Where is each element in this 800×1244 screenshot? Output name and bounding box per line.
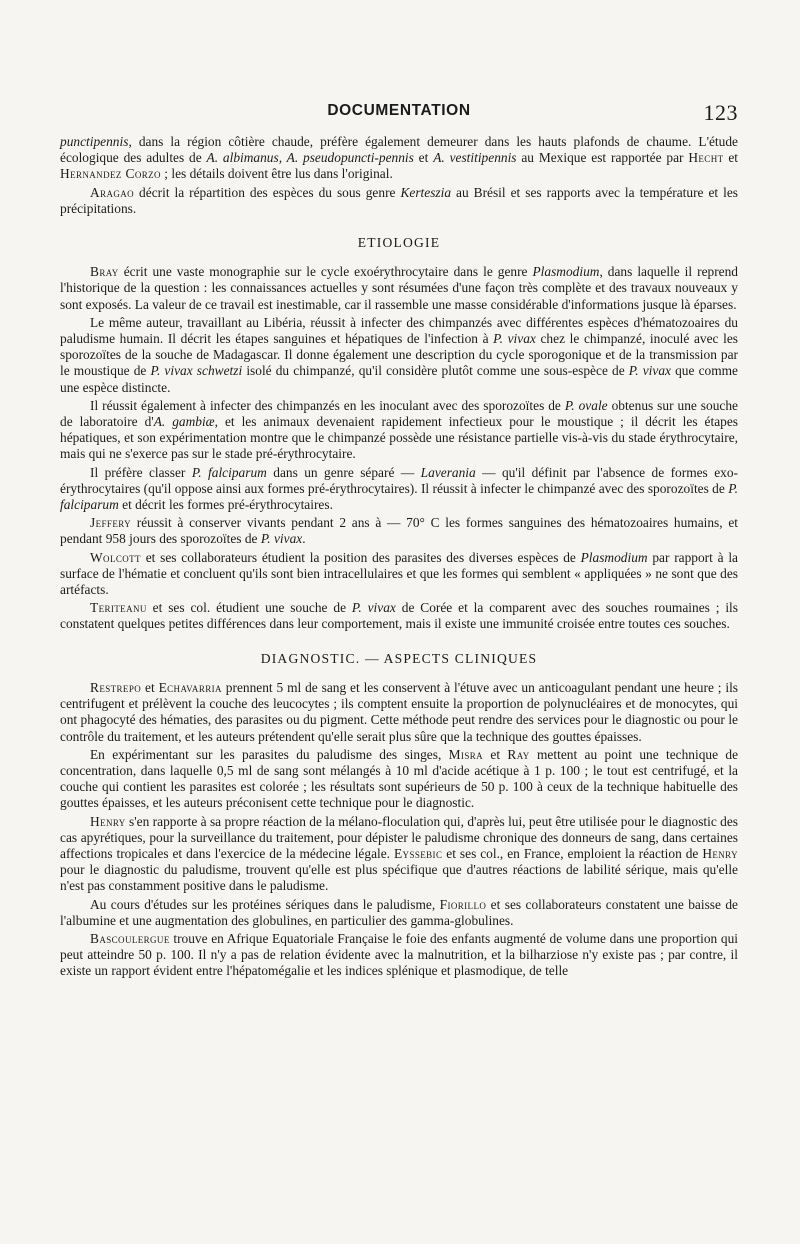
text-run: ; les détails doivent être lus dans l'original. bbox=[160, 166, 393, 182]
paragraph bbox=[60, 680, 738, 745]
text-run: et ses col., en France, emploient la réaction de bbox=[442, 845, 703, 861]
italic-term: P. vivax bbox=[628, 363, 671, 379]
text-run: Il réussit également à infecter des chimpanzés en les inoculant avec des sporozoïtes de bbox=[90, 397, 565, 413]
italic-term: Laverania bbox=[420, 464, 476, 480]
text-run: au Mexique est rapportée par bbox=[516, 150, 689, 166]
text-run: Il préfère classer bbox=[90, 464, 192, 480]
text-run: obtenus sur une souche de laboratoire d' bbox=[60, 397, 738, 430]
author-name: Echavarria bbox=[158, 679, 222, 695]
page-number: 123 bbox=[703, 100, 738, 125]
author-name: Eyssebic bbox=[393, 845, 443, 861]
paragraph bbox=[60, 747, 738, 812]
text-run: , et les animaux devenaient rapidement infectieux pour le moustique ; il décrit les étapes hépatiques, et son expérimentation montre que le chimpanzé possède une résistance partielle vis-à-vis du stade érythrocytaire, mais qui ne s'exerce pas sur le stade pré-érythrocytaire. bbox=[60, 414, 738, 462]
author-name: Misra bbox=[448, 746, 484, 762]
text-run: , dans la région côtière chaude, préfère également demeurer dans les hauts plafonds de chaume. L'étude écologique des adultes de bbox=[60, 134, 738, 166]
author-name: Teriteanu bbox=[90, 600, 147, 616]
paragraph bbox=[60, 315, 738, 396]
paragraph bbox=[60, 185, 738, 217]
italic-term: P. vivax schwetzi bbox=[150, 363, 243, 379]
italic-term: punctipennis bbox=[60, 134, 129, 149]
text-run: et bbox=[413, 150, 434, 166]
author-name: Restrepo bbox=[90, 679, 142, 695]
text-run: et bbox=[483, 746, 508, 762]
italic-term: Plasmodium bbox=[532, 264, 600, 280]
text-run: écrit une vaste monographie sur le cycle exoérythrocytaire dans le genre bbox=[118, 264, 533, 280]
text-run: isolé du chimpanzé, qu'il considère plutôt comme une sous-espèce de bbox=[242, 363, 629, 379]
author-name: Fiorillo bbox=[439, 896, 487, 912]
italic-term: P. vivax bbox=[493, 331, 536, 347]
author-name: Aragao bbox=[90, 184, 135, 200]
paragraph bbox=[60, 814, 738, 895]
text-run: — qu'il définit par l'absence de formes exo-érythrocytaires (qu'il oppose ainsi aux formes pré-érythrocytaires). Il réussit à infecter le chimpanzé avec des sporozoïtes de bbox=[60, 464, 738, 496]
italic-term: P. vivax bbox=[260, 531, 303, 547]
text-run: que comme une espèce distincte. bbox=[60, 363, 738, 395]
author-name: Hecht bbox=[688, 150, 724, 166]
text-run: En expérimentant sur les parasites du paludisme des singes, bbox=[90, 746, 449, 762]
author-name: Henry bbox=[702, 845, 738, 861]
paragraph bbox=[60, 134, 738, 183]
section-heading-etiologie: ETIOLOGIE bbox=[357, 235, 441, 251]
paragraph bbox=[60, 398, 738, 463]
text-run: décrit la répartition des espèces du sous genre bbox=[134, 184, 401, 200]
paragraph bbox=[60, 600, 738, 632]
author-name: Jeffery bbox=[90, 515, 132, 531]
running-title: DOCUMENTATION bbox=[327, 102, 471, 119]
section-etiologie bbox=[60, 264, 738, 632]
text-run: et décrit les formes pré-érythrocytaires. bbox=[118, 497, 333, 513]
author-name: Bray bbox=[90, 264, 119, 280]
intro-block bbox=[60, 134, 738, 217]
paragraph bbox=[60, 465, 738, 514]
text-run: et ses collaborateurs constatent une baisse de l'albumine et une augmentation des globulines, en particulier des gamma-globulines. bbox=[60, 896, 738, 928]
text-run: mettent au point une technique de concentration, dans laquelle 0,5 ml de sang sont mélangés à 10 ml d'acide acétique à 1 p. 100 ; le tout est centrifugé, et la couche qui contient les parasites est colorée ; les résultats sont supérieurs de 50 p. 100 à ceux de la technique habituelle des gouttes épaisses, et les auteurs préconisent cette technique pour le diagnostic. bbox=[60, 746, 739, 811]
italic-term: P. falciparum bbox=[60, 480, 738, 513]
body-text bbox=[60, 134, 738, 982]
italic-term: Plasmodium bbox=[580, 549, 648, 565]
page-header bbox=[60, 100, 738, 126]
paragraph bbox=[60, 264, 738, 313]
text-run: dans un genre séparé — bbox=[266, 464, 421, 480]
text-run: Le même auteur, travaillant au Libéria, réussit à infecter des chimpanzés avec différentes espèces d'hématozoaires du paludisme humain. Il décrit les étapes sanguines et hépatiques de l'infection à bbox=[60, 314, 738, 347]
text-run: et ses col. étudient une souche de bbox=[146, 600, 352, 616]
italic-term: P. ovale bbox=[564, 397, 608, 413]
paragraph bbox=[60, 515, 738, 547]
paragraph bbox=[60, 931, 738, 980]
text-run: et bbox=[723, 150, 739, 166]
italic-term: P. falciparum bbox=[191, 464, 267, 480]
section-heading-diagnostic: DIAGNOSTIC. — ASPECTS CLINIQUES bbox=[260, 650, 538, 666]
italic-term: A. gambiæ bbox=[153, 414, 215, 430]
author-name: Ray bbox=[507, 746, 530, 762]
text-run: prennent 5 ml de sang et les conservent à l'étuve avec un anticoagulant pendant une heure ; ils centrifugent et prélèvent la couche des leucocytes ; ils comptent ensuite la proportion de polynucléaires et de monocytes, qui ont phagocyté des hématies, des parasites ou du pigment. Cette méthode peut rendre des services pour le diagnostic ou pour le contrôle du traitement, et les auteurs prétendent qu'elle serait plus sûre que la technique des gouttes épaisses. bbox=[60, 679, 739, 744]
italic-term: A. albimanus, A. pseudopuncti-pennis bbox=[206, 150, 414, 166]
italic-term: Kerteszia bbox=[400, 184, 452, 200]
text-run: chez le chimpanzé, inoculé avec les sporozoïtes de la souche de Madagascar. Il donne également une description du cycle sporogonique et de la transmission par le moustique de bbox=[60, 331, 738, 379]
text-run: au Brésil et ses rapports avec la température et les précipitations. bbox=[60, 184, 738, 216]
italic-term: A. vestitipennis bbox=[433, 150, 517, 166]
text-run: et ses collaborateurs étudient la position des parasites des diverses espèces de bbox=[140, 549, 581, 565]
author-name: Bascoulergue bbox=[90, 930, 170, 946]
author-name: Hernandez Corzo bbox=[60, 166, 161, 182]
text-run: par rapport à la surface de l'hématie et concluent qu'ils sont bien intracellulaires et que les formes qui semblent « appliquées » ne sont que des artéfacts. bbox=[60, 549, 738, 598]
text-run: réussit à conserver vivants pendant 2 ans à — 70° C les formes sanguines des hématozoaires humains, et pendant 958 jours des sporozoïtes de bbox=[60, 515, 738, 547]
paragraph bbox=[60, 550, 738, 599]
text-run: trouve en Afrique Equatoriale Française le foie des enfants augmenté de volume dans une proportion qui peut atteindre 50 p. 100. Il n'y a pas de relation évidente avec la malnutrition, et la bilharziose n'y existe pas ; par contre, il existe un rapport évident entre l'hépatomégalie et les indices splénique et plasmodique, de telle bbox=[60, 930, 738, 979]
section-diagnostic bbox=[60, 680, 738, 980]
italic-term: P. vivax bbox=[351, 600, 396, 616]
text-run: . bbox=[302, 531, 306, 547]
author-name: Wolcott bbox=[90, 549, 141, 565]
text-run: de Corée et la comparent avec des souches roumaines ; ils constatent quelques petites différences dans leur comportement, mais il existe une immunité croisée entre toutes ces souches. bbox=[60, 600, 738, 632]
text-run: , dans laquelle il reprend l'historique de la question : les connaissances actuelles y sont résumées d'une façon très complète et des travaux nouveaux y sont exposés. La valeur de ce travail est inestimable, car il rassemble une masse considérable d'informations jusque là éparses. bbox=[60, 264, 739, 312]
text-run: s'en rapporte à sa propre réaction de la mélano-floculation qui, d'après lui, peut être utilisée pour le diagnostic des cas apyrétiques, pour la surveillance du traitement, pour dépister le paludisme chronique des donneurs de sang, dans certaines affections tropicales et dans l'exercice de la médecine légale. bbox=[60, 813, 738, 861]
paragraph bbox=[60, 897, 738, 929]
text-run: Au cours d'études sur les protéines sériques dans le paludisme, bbox=[90, 896, 440, 912]
author-name: Henry bbox=[90, 813, 126, 829]
text-run: et bbox=[141, 679, 159, 695]
text-run: pour le diagnostic du paludisme, trouvent qu'elle est plus spécifique que d'autres réactions de labilité sérique, mais qu'elle n'est pas constamment positive dans le paludisme. bbox=[60, 862, 738, 894]
